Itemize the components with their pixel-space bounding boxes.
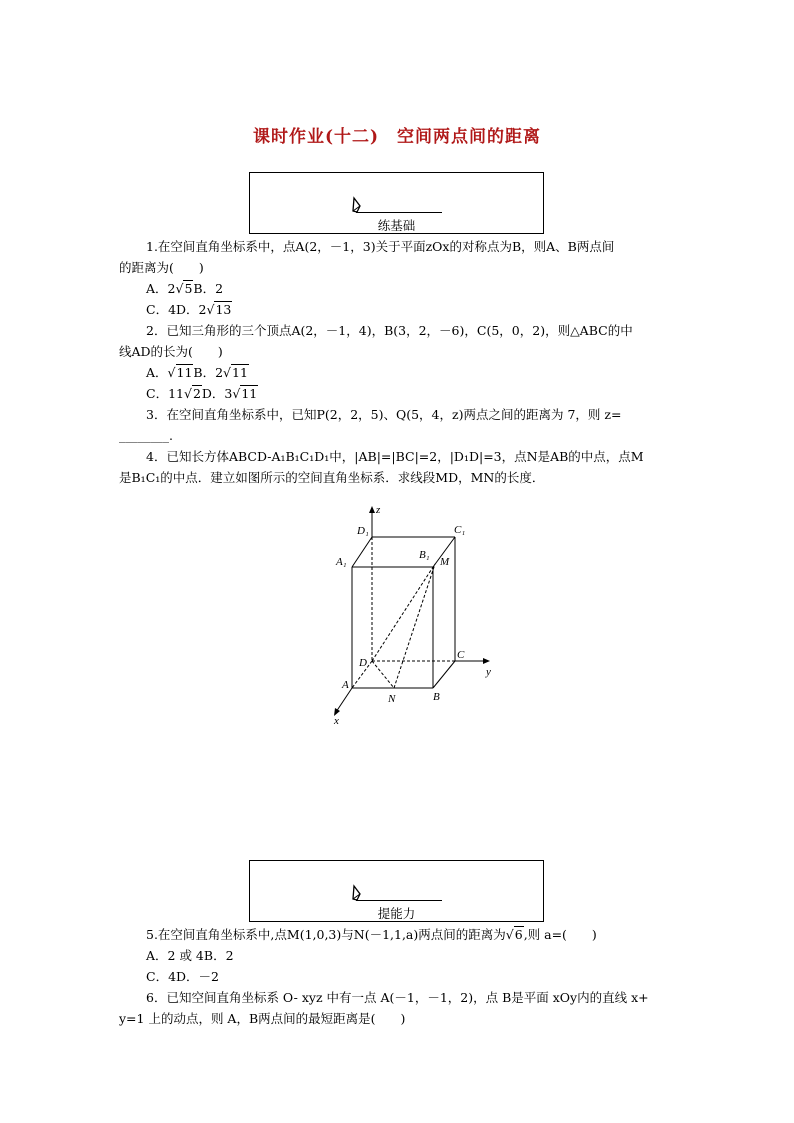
question-1-line-1: 1.在空间直角坐标系中，点A(2，－1，3)关于平面zOx的对称点为B，则A、B两点间 — [146, 239, 615, 254]
radicand: 6 — [514, 927, 523, 942]
radicand: 13 — [215, 302, 232, 317]
edge-BC — [433, 661, 455, 688]
radicand: 11 — [176, 365, 193, 380]
divider — [356, 212, 442, 213]
cuboid-figure — [328, 498, 508, 728]
radicand: 2 — [192, 386, 201, 401]
page-title: 课时作业(十二) 空间两点间的距离 — [252, 127, 542, 147]
sqrt-expression: √6 — [505, 927, 523, 942]
z-axis-arrow — [369, 506, 375, 513]
label-B: B — [433, 691, 440, 703]
section-header-basic — [249, 172, 544, 234]
question-1-line-2: 的距离为( ) — [119, 260, 204, 275]
label-D1: D₁ — [357, 525, 369, 537]
label-z: z — [376, 504, 381, 516]
segment-DN — [372, 661, 394, 688]
label-A: A — [342, 679, 349, 691]
sqrt-expression: √11 — [232, 386, 258, 401]
label-N: N — [388, 693, 396, 705]
option-text: C．11 — [146, 386, 184, 401]
sqrt-expression: √13 — [206, 302, 232, 317]
question-3-line-2: ________. — [119, 428, 173, 443]
y-axis-arrow — [483, 658, 490, 664]
label-C: C — [457, 649, 465, 661]
label-D: D — [359, 657, 367, 669]
option-text: D．3 — [201, 386, 233, 401]
section-header-advanced — [249, 860, 544, 922]
question-2-line-1: 2．已知三角形的三个顶点A(2，－1，4)，B(3，2，－6)，C(5，0，2)，则△ABC的中 — [146, 323, 633, 338]
segment-MD — [372, 564, 435, 661]
question-1-options-ab — [146, 281, 223, 297]
option-text: A． — [146, 365, 168, 380]
option-text: B．2 — [193, 365, 224, 380]
question-2-line-2: 线AD的长为( ) — [119, 344, 223, 359]
section-label: 练基础 — [377, 218, 416, 233]
question-4-line-1: 4．已知长方体ABCD-A₁B₁C₁D₁中，|AB|=|BC|=2，|D₁D|=3，点N是AB的中点，点M — [146, 449, 644, 464]
question-5-options-ab: A．2 或 4B．2 — [146, 948, 234, 963]
sqrt-expression: √11 — [223, 365, 248, 380]
x-axis — [336, 688, 352, 712]
option-text: A．2 — [146, 281, 176, 296]
radicand: 5 — [184, 281, 193, 296]
sqrt-expression: √11 — [167, 365, 193, 380]
label-M: M — [440, 556, 450, 568]
label-C1: C₁ — [454, 524, 466, 536]
radicand: 11 — [241, 386, 258, 401]
sqrt-expression: √2 — [183, 386, 201, 401]
question-6-line-1: 6．已知空间直角坐标系 O- xyz 中有一点 A(－1，－1，2)，点 B是平面 xOy内的直线 x+ — [146, 990, 649, 1005]
segment-MN — [394, 564, 435, 688]
option-text: C．4D．2 — [146, 302, 207, 317]
label-x: x — [334, 715, 339, 727]
label-A1: A₁ — [336, 556, 347, 568]
question-text: ,则 a=( ) — [523, 927, 597, 942]
radicand: 11 — [232, 365, 248, 380]
divider — [356, 900, 442, 901]
option-text: B．2 — [193, 281, 224, 296]
label-y: y — [486, 666, 491, 678]
question-3-line-1: 3．在空间直角坐标系中，已知P(2，2，5)、Q(5，4，z)两点之间的距离为 7，则 z= — [146, 407, 622, 422]
question-5-line-1 — [146, 927, 597, 943]
section-label: 提能力 — [377, 906, 416, 921]
question-4-line-2: 是B₁C₁的中点．建立如图所示的空间直角坐标系．求线段MD，MN的长度． — [119, 470, 545, 485]
question-text: 5.在空间直角坐标系中,点M(1,0,3)与N(－1,1,a)两点间的距离为 — [146, 927, 506, 942]
label-B1: B₁ — [419, 549, 430, 561]
question-2-options-cd — [146, 386, 258, 402]
question-5-options-cd: C．4D．－2 — [146, 969, 219, 984]
question-2-options-ab — [146, 365, 249, 381]
question-1-options-cd — [146, 302, 232, 318]
question-6-line-2: y=1 上的动点，则 A，B两点间的最短距离是( ) — [119, 1011, 406, 1026]
edge-A1D1 — [352, 537, 372, 567]
sqrt-expression: √5 — [175, 281, 193, 296]
